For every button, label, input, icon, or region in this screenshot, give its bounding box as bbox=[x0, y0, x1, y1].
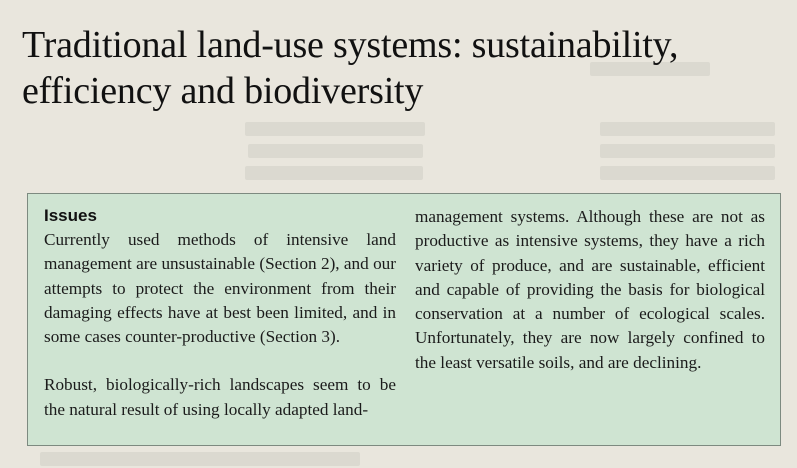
issues-column-right bbox=[415, 205, 765, 375]
bleed-through-mark bbox=[245, 122, 425, 136]
bleed-through-mark bbox=[600, 122, 775, 136]
bleed-through-mark bbox=[600, 144, 775, 158]
issues-paragraph-2-continued: management systems. Although these are not as productive as intensive systems, they have a rich variety of produce, and are sustainable, efficient and capable of providing the basis for biological conservation at a number of ecological scales. Unfortunately, they are now largely confined to the least versatile soils, and are declining. bbox=[415, 207, 765, 372]
bleed-through-mark bbox=[248, 144, 423, 158]
bleed-through-mark bbox=[245, 166, 423, 180]
issues-heading: Issues bbox=[44, 206, 97, 225]
issues-paragraph-1: Currently used methods of intensive land management are unsustainable (Section 2), and our attempts to protect the environment from their damaging effects have at best been limited, and in some cases counter-productive (Section 3). bbox=[44, 230, 396, 347]
page-title: Traditional land-use systems: sustainability, efficiency and biodiversity bbox=[22, 24, 679, 112]
issues-box bbox=[27, 193, 781, 446]
bleed-through-mark bbox=[40, 452, 360, 466]
bleed-through-mark bbox=[600, 166, 775, 180]
issues-column-left bbox=[44, 204, 396, 422]
issues-paragraph-2-start: Robust, biologically-rich landscapes seem to be the natural result of using locally adapted land- bbox=[44, 375, 396, 419]
